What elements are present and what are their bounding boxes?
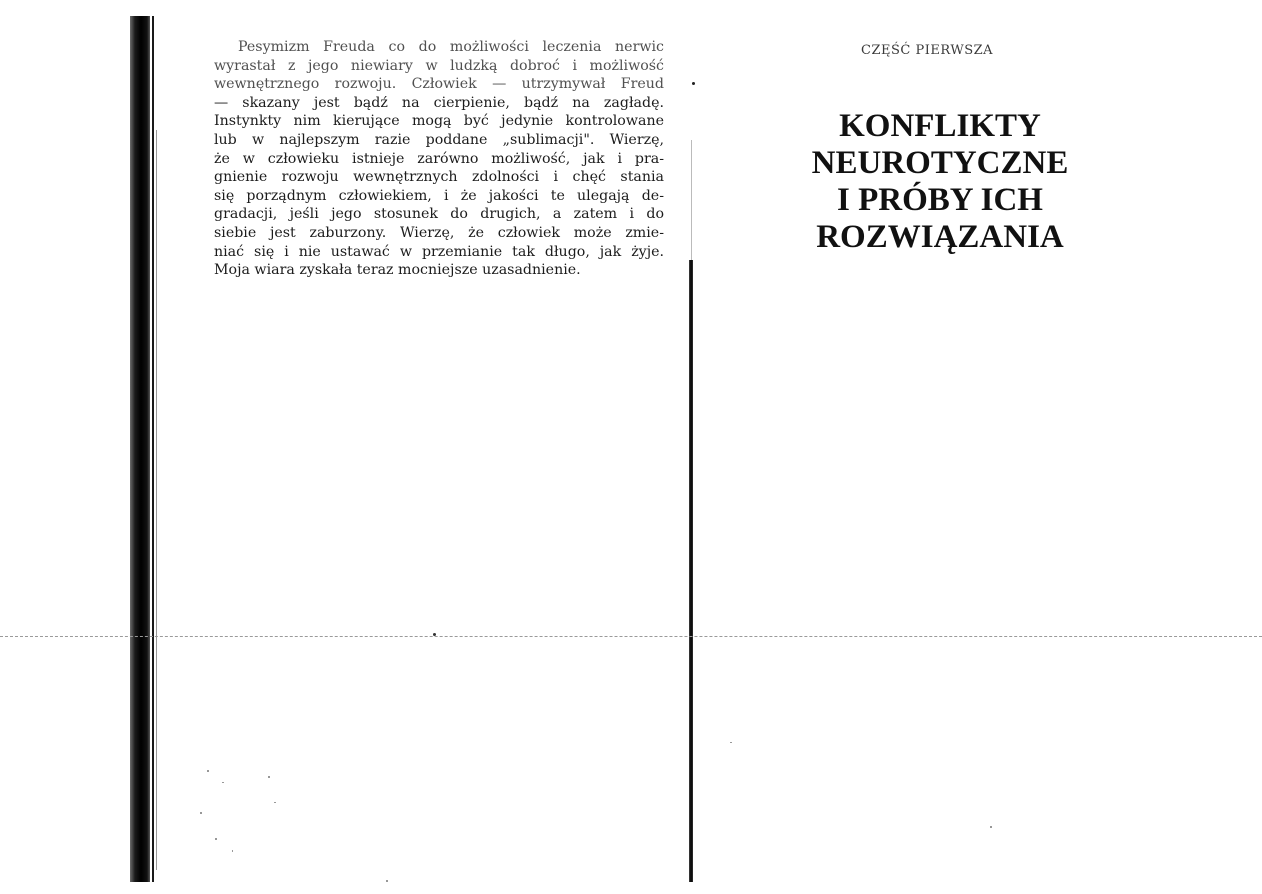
scan-speck: [232, 850, 233, 852]
body-paragraph: [214, 38, 664, 280]
text-line: się porządnym człowiekiem, i że jakości te ulegają de-: [214, 187, 664, 204]
text-line: Instynkty nim kierujące mogą być jedynie kontrolowane: [214, 113, 664, 130]
text-line: Moja wiara zyskała teraz mocniejsze uzasadnienie.: [214, 262, 581, 279]
scan-speck: [730, 742, 732, 743]
text-line: niać się i nie ustawać w przemianie tak długo, jak żyje.: [214, 243, 664, 260]
chapter-title: [790, 108, 1090, 256]
left-binding-edge-inner: [156, 130, 157, 870]
scan-speck: [268, 776, 270, 778]
left-page: [214, 38, 664, 280]
center-gutter: [689, 260, 693, 882]
scan-speck: [215, 838, 217, 840]
left-binding-edge: [152, 16, 154, 882]
fold-line: [0, 636, 1262, 637]
scan-speck: [274, 802, 276, 803]
title-line: NEUROTYCZNE: [811, 145, 1069, 181]
scan-speck: [222, 782, 224, 783]
scan-speck: [207, 770, 209, 772]
text-line: gnienie rozwoju wewnętrznych zdolności i chęć stania: [214, 169, 664, 186]
text-line: siebie jest zaburzony. Wierzę, że człowiek może zmie-: [214, 224, 664, 241]
text-line: — skazany jest bądź na cierpienie, bądź na zagładę.: [214, 94, 664, 111]
scan-speck: [433, 633, 436, 636]
text-line: Pesymizm Freuda co do możliwości leczenia nerwic: [238, 39, 664, 55]
gutter-upper-line: [691, 140, 692, 260]
left-binding-shadow: [130, 16, 150, 882]
title-line: I PRÓBY ICH: [837, 182, 1043, 218]
title-line: KONFLIKTY: [839, 108, 1041, 144]
scan-speck: [990, 826, 992, 828]
gutter-speck: [692, 82, 695, 85]
text-line: gradacji, jeśli jego stosunek do drugich, a zatem i do: [214, 206, 664, 223]
text-line: lub w najlepszym razie poddane „sublimacji". Wierzę,: [214, 131, 664, 148]
scan-speck: [200, 812, 202, 814]
text-line: wyrastał z jego niewiary w ludzką dobroć i możliwość: [214, 57, 664, 74]
title-line: ROZWIĄZANIA: [816, 219, 1064, 255]
text-line: wewnętrznego rozwoju. Człowiek — utrzymywał Freud: [214, 76, 664, 93]
part-label: CZĘŚĆ PIERWSZA: [861, 43, 994, 58]
text-line: że w człowieku istnieje zarówno możliwość, jak i pra-: [214, 150, 664, 167]
scan-speck: [386, 880, 388, 882]
